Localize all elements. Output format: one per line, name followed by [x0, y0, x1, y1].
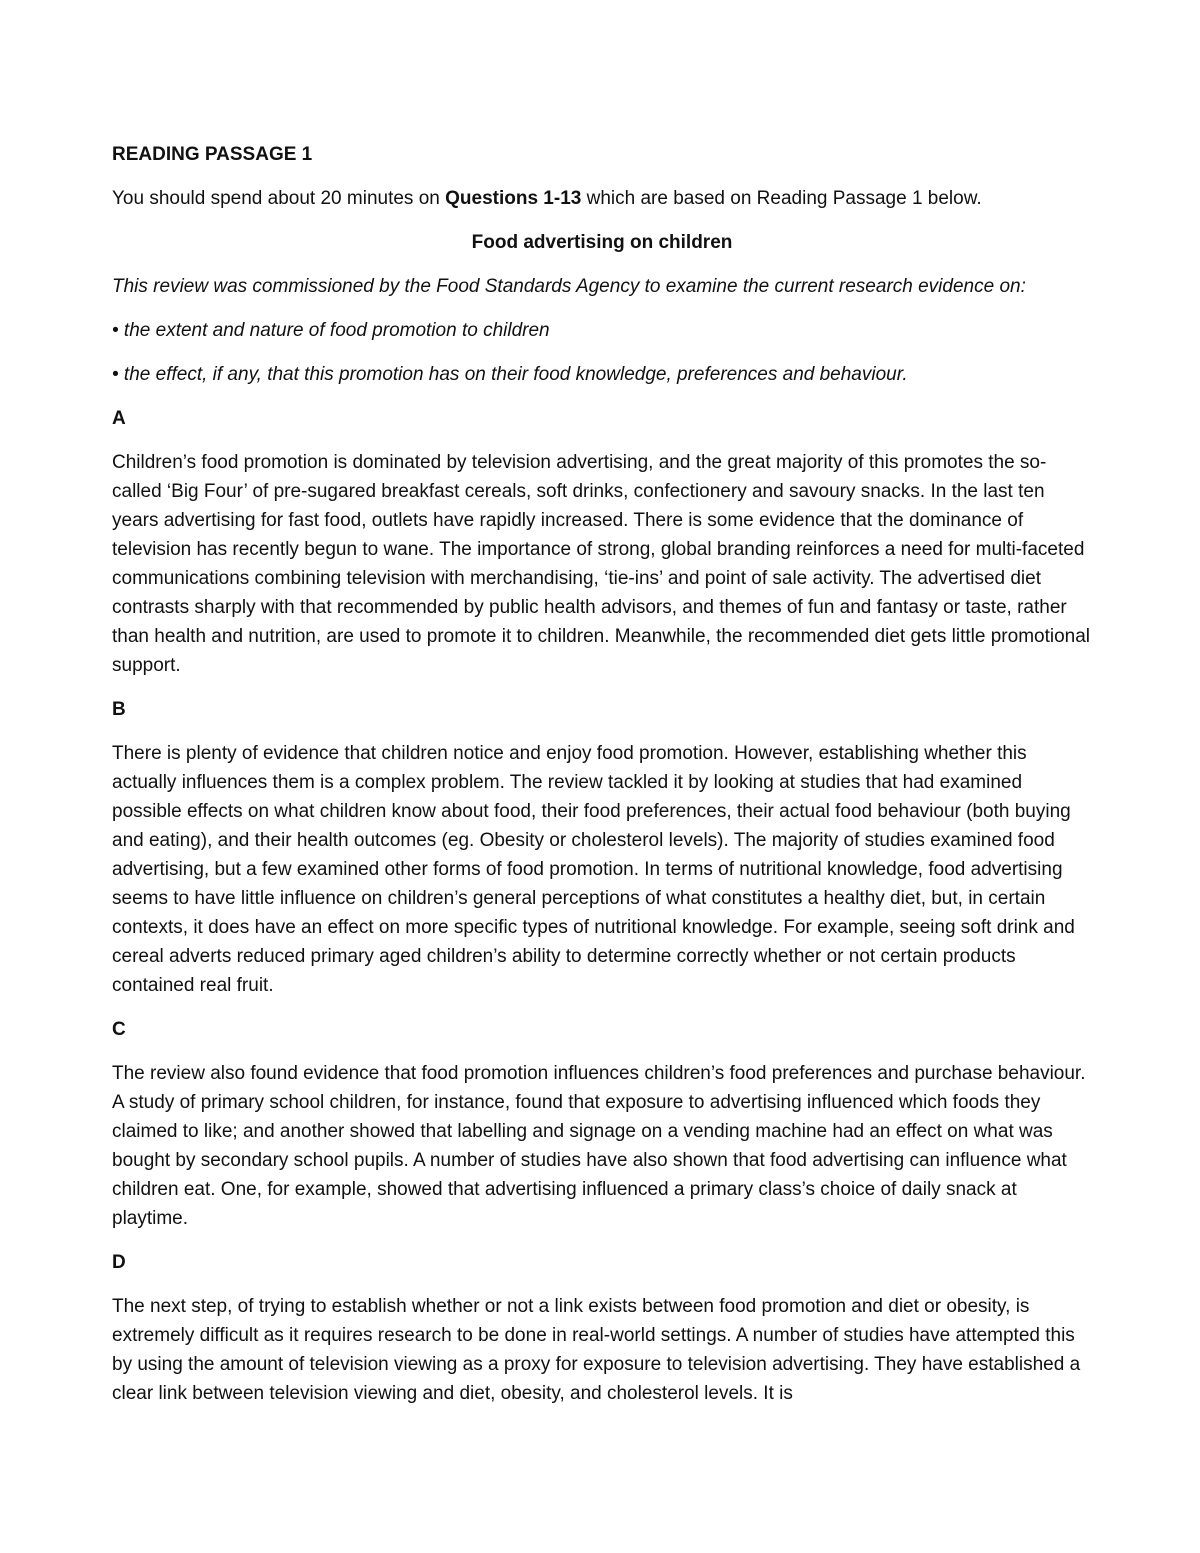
section-letter-c: C — [112, 1019, 126, 1040]
intro-post: which are based on Reading Passage 1 below. — [581, 188, 982, 209]
section-letter-b: B — [112, 699, 126, 720]
document-page — [112, 140, 1092, 1408]
intro-instruction — [112, 184, 1092, 213]
section-text-b: There is plenty of evidence that children notice and enjoy food promotion. However, establishing whether this actually influences them is a complex problem. The review tackled it by looking at studies that had examined possible effects on what children know about food, their food preferences, their actual food behaviour (both buying and eating), and their health outcomes (eg. Obesity or cholesterol levels). The majority of studies examined food advertising, but a few examined other forms of food promotion. In terms of nutritional knowledge, food advertising seems to have little influence on children’s general perceptions of what constitutes a healthy diet, but, in certain contexts, it does have an effect on more specific types of nutritional knowledge. For example, seeing soft drink and cereal adverts reduced primary aged children’s ability to determine correctly whether or not certain products contained real fruit. — [112, 743, 1075, 996]
section-letter-a: A — [112, 408, 126, 429]
section-text-a: Children’s food promotion is dominated by television advertising, and the great majority of this promotes the so-called ‘Big Four’ of pre-sugared breakfast cereals, soft drinks, confectionery and savoury snacks. In the last ten years advertising for fast food, outlets have rapidly increased. There is some evidence that the dominance of television has recently begun to wane. The importance of strong, global branding reinforces a need for multi-faceted communications combining television with merchandising, ‘tie-ins’ and point of sale activity. The advertised diet contrasts sharply with that recommended by public health advisors, and themes of fun and fantasy or taste, rather than health and nutrition, are used to promote it to children. Meanwhile, the recommended diet gets little promotional support. — [112, 452, 1091, 676]
article-title: Food advertising on children — [471, 232, 733, 253]
summary-bullet-1: • the extent and nature of food promotion to children — [112, 320, 550, 341]
intro-questions: Questions 1-13 — [445, 188, 582, 209]
section-text-c: The review also found evidence that food promotion influences children’s food preferences and purchase behaviour. A study of primary school children, for instance, found that exposure to advertising influenced which foods they claimed to like; and another showed that labelling and signage on a vending machine had an effect on what was bought by secondary school pupils. A number of studies have also shown that food advertising can influence what children eat. One, for example, showed that advertising influenced a primary class’s choice of daily snack at playtime. — [112, 1063, 1086, 1229]
passage-heading: READING PASSAGE 1 — [112, 144, 313, 165]
summary-lead: This review was commissioned by the Food Standards Agency to examine the current research evidence on: — [112, 276, 1026, 297]
summary-bullet-2: • the effect, if any, that this promotion has on their food knowledge, preferences and behaviour. — [112, 364, 908, 385]
section-text-d: The next step, of trying to establish whether or not a link exists between food promotion and diet or obesity, is extremely difficult as it requires research to be done in real-world settings. A number of studies have attempted this by using the amount of television viewing as a proxy for exposure to television advertising. They have established a clear link between television viewing and diet, obesity, and cholesterol levels. It is — [112, 1296, 1081, 1404]
section-letter-d: D — [112, 1252, 126, 1273]
intro-pre: You should spend about 20 minutes on — [112, 188, 446, 209]
